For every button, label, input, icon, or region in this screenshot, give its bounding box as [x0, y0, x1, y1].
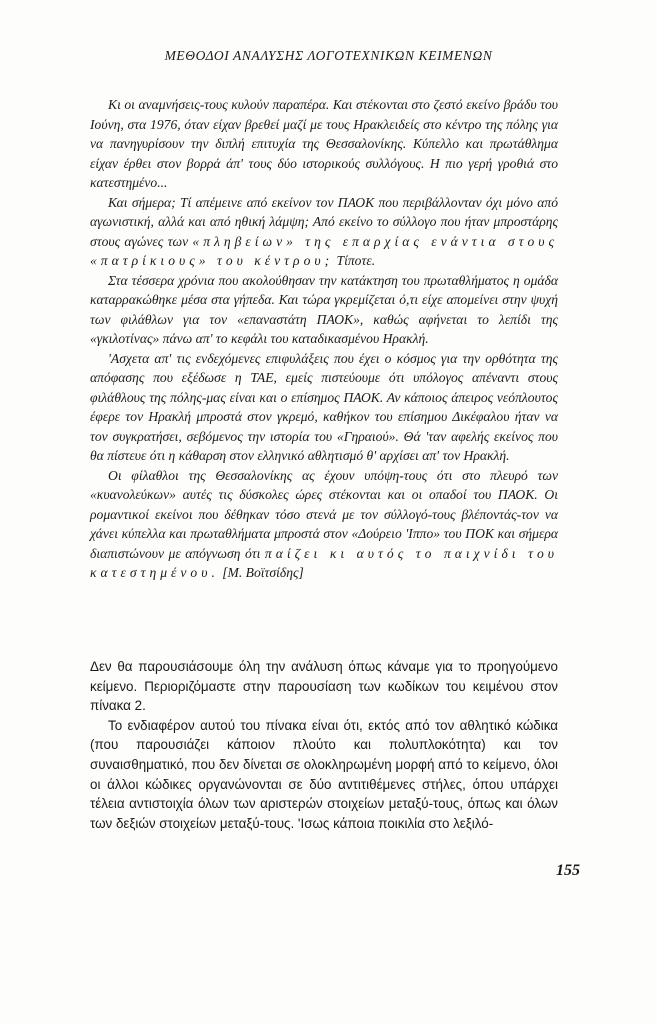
page-number: 155	[556, 862, 580, 879]
body-paragraph-1: Δεν θα παρουσιάσουμε όλη την ανάλυση όπως κάναμε για το προηγούμενο κείμενο. Περιοριζόμαστε στην παρουσίαση των κωδίκων του κειμένου στον πίνακα 2.	[90, 659, 558, 714]
quote-paragraph-1: Κι οι αναμνήσεις-τους κυλούν παραπέρα. Και στέκονται στο ζεστό εκείνο βράδυ του Ιούνη, στα 1976, όταν είχαν βρεθεί μαζί με τους Ηρακλειδείς στο κέντρο της πόλης για να πανηγυρίσουν την διπλή επιτυχία της Θεσσαλονίκης. Κύπελλο και πρωτάθλημα είχαν έρθει στον βορρά άπ' τους δύο ιστορικούς συλλόγους. Η πιο γερή γροθιά στο κατεστημένο...	[90, 97, 558, 190]
quote-paragraph-2	[90, 193, 558, 271]
quote-paragraph-2-lead: Και σήμερα; Τί απέμεινε από εκείνον τον ΠΑΟΚ που περιβάλλονταν όχι μόνο από αγωνιστική, αλλά και από ηθική λάμψη; Από εκείνο το σύλλογο που ήταν μπροστάρης στους αγώνες των	[90, 194, 558, 249]
quote-paragraph-3: Στα τέσσερα χρόνια που ακολούθησαν την κατάκτηση του πρωταθλήματος η ομάδα καταρρακώθηκε μέσα στα γήπεδα. Και τώρα γκρεμίζεται ό,τι είχε απομείνει στην ψυχή των φιλάθλων για τον «επαναστάτη ΠΑΟΚ», καθώς αφήνεται το λεπίδι της «γκιλοτίνας» πάνω απ' το κεφάλι του καταδικασμένου Ηρακλή.	[90, 272, 558, 346]
quoted-article	[90, 95, 558, 583]
quote-paragraph-5-lead: Οι φίλαθλοι της Θεσσαλονίκης ας έχουν υπόψη-τους ότι στο πλευρό των «κυανολεύκων» αυτές τις δύσκολες ώρες στέκονται και οι οπαδοί του ΠΑΟΚ. Οι ρομαντικοί εκείνοι που δέθηκαν τόσο στενά με τον σύλλογό-τους βλέποντάς-τον να χάνει κύπελλα και πρωταθλήματα μπροστά στον «Δούρειο 'Ιππο» του ΠΟΚ και σήμερα διαπιστώνουν με απόγνωση ότι	[90, 467, 558, 561]
quote-paragraph-2-tail: Τίποτε.	[333, 253, 376, 268]
quote-paragraph-4: 'Ασχετα απ' τις ενδεχόμενες επιφυλάξεις που έχει ο κόσμος για την ορθότητα της απόφασης που εξέδωσε η ΤΑΕ, εμείς πιστεύουμε ότι υπόλογος απέναντι στους φιλάθλους της πόλης-μας είναι και ο επίσημος ΠΑΟΚ. Αν κάποιος άπειρος νεόπλουτος έφερε τον Ηρακλή μπροστά στον γκρεμό, καθήκον του επίσημου Δικέφαλου ήταν να τον συγκρατήσει, σεβόμενος την ιστορία του «Γηραιού». Θά 'ταν αφελής εκείνος που θα πίστευε ότι η κάθαρση στον ελληνικό αθλητισμό θ' αρχίσει απ' τον Ηρακλή.	[90, 350, 558, 463]
quote-paragraph-2-spaced: «πληβείων» της επαρχίας ενάντια στους «πατρίκιους» του κέντρου;	[90, 233, 558, 268]
quote-attribution: [Μ. Βοϊτσίδης]	[218, 565, 304, 580]
body-text	[90, 657, 558, 833]
quote-paragraph-5	[90, 466, 558, 583]
quote-paragraph-5-spaced: παίζει κι αυτός το παιχνίδι του κατεστημένου.	[90, 545, 558, 580]
body-paragraph-2: Το ενδιαφέρον αυτού του πίνακα είναι ότι, εκτός από τον αθλητικό κώδικα (που παρουσιάζει κάποιον πλούτο και πολυπλοκότητα) και τον συναισθηματικό, που δεν δίνεται σε ολοκληρωμένη μορφή από το κείμενο, όλοι οι άλλοι κώδικες οργανώνονται σε δύο αντιτιθέμενες στήλες, όπου υπάρχει τέλεια αντιστοιχία όλων των αριστερών στοιχείων μεταξύ-τους, όπως και όλων των δεξιών στοιχείων μεταξύ-τους. 'Ισως κάποια ποικιλία στο λεξιλό-	[90, 717, 558, 831]
running-head: ΜΕΘΟΔΟΙ ΑΝΑΛΥΣΗΣ ΛΟΓΟΤΕΧΝΙΚΩΝ ΚΕΙΜΕΝΩΝ	[164, 48, 493, 63]
